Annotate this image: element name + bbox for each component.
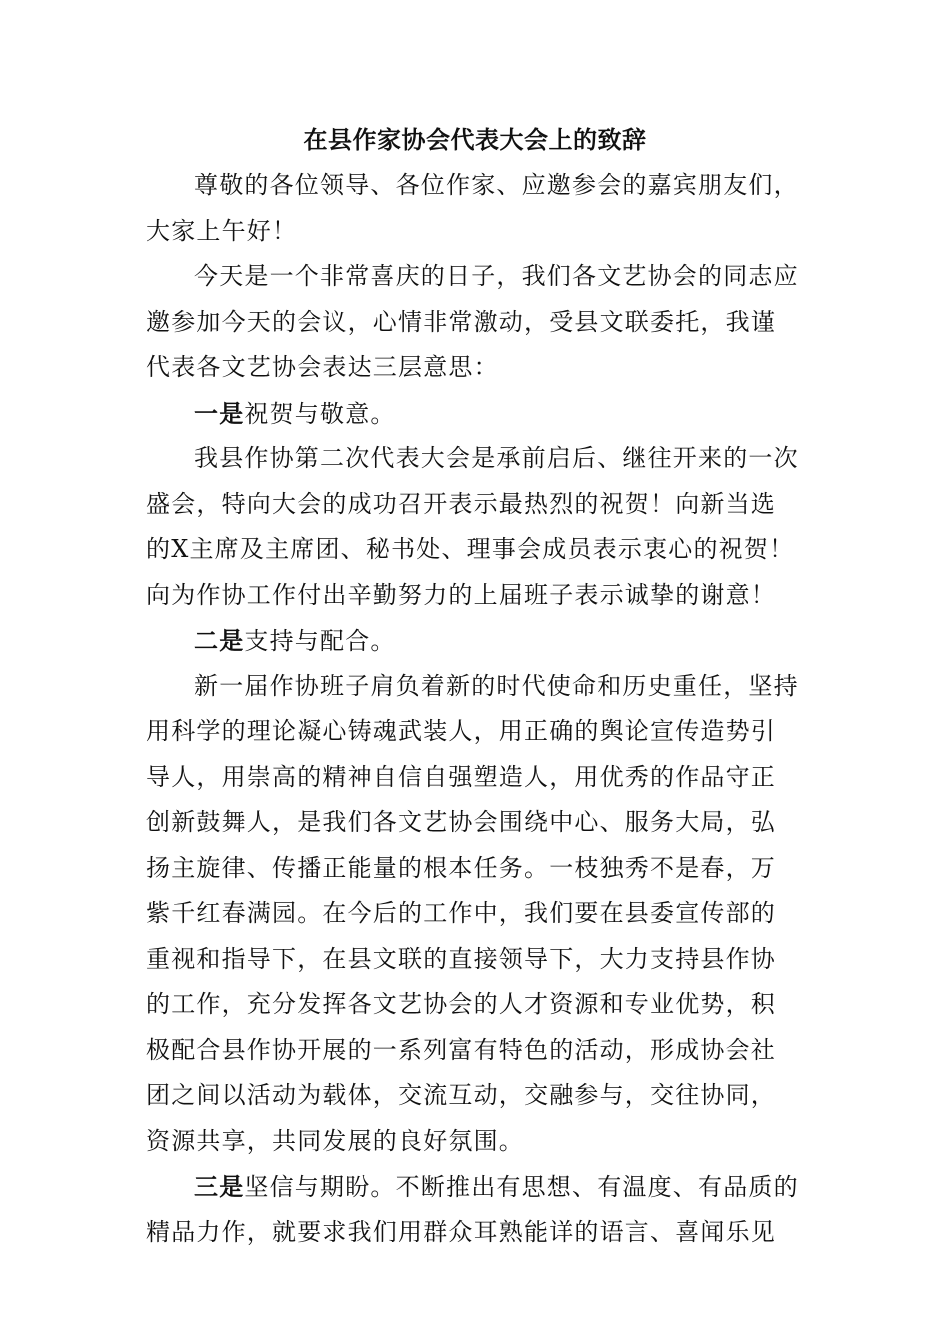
line-text: 极配合县作协开展的一系列富有特色的活动，形成协会社 bbox=[146, 1035, 776, 1064]
line-text: 的工作，充分发挥各文艺协会的人才资源和专业优势，积 bbox=[146, 990, 776, 1018]
line-text: 新一届作协班子肩负着新的时代使命和历史重任，坚持 bbox=[194, 671, 799, 700]
line-text: 精品力作，就要求我们用群众耳熟能详的语言、喜闻乐见 bbox=[146, 1217, 776, 1246]
line-text: 今天是一个非常喜庆的日子，我们各文艺协会的同志应 bbox=[194, 262, 799, 290]
text-line bbox=[146, 618, 806, 664]
text-line bbox=[146, 209, 806, 255]
text-line bbox=[146, 755, 806, 801]
text-line bbox=[146, 573, 806, 619]
line-text: 尊敬的各位领导、各位作家、应邀参会的嘉宾朋友们， bbox=[194, 171, 799, 199]
line-text: 代表各文艺协会表达三层意思： bbox=[146, 353, 499, 381]
line-text: 资源共享，共同发展的良好氛围。 bbox=[146, 1126, 524, 1155]
line-text: 导人，用崇高的精神自信自强塑造人，用优秀的作品守正 bbox=[146, 762, 776, 791]
text-line bbox=[146, 527, 806, 573]
text-line bbox=[146, 345, 806, 391]
text-line bbox=[146, 1028, 806, 1074]
line-text: 向为作协工作付出辛勤努力的上届班子表示诚挚的谢意！ bbox=[146, 580, 776, 609]
line-text: 团之间以活动为载体，交流互动，交融参与，交往协同， bbox=[146, 1081, 776, 1109]
line-text: 支持与配合。 bbox=[244, 627, 396, 655]
section-lead: 二是 bbox=[194, 626, 245, 655]
line-text: 的X主席及主席团、秘书处、理事会成员表示衷心的祝贺！ bbox=[146, 535, 795, 563]
text-line bbox=[146, 709, 806, 755]
section-lead: 三是 bbox=[194, 1172, 245, 1201]
line-text: 盛会，特向大会的成功召开表示最热烈的祝贺！向新当选 bbox=[146, 489, 776, 518]
line-text: 重视和指导下，在县文联的直接领导下，大力支持县作协 bbox=[146, 944, 776, 973]
line-text: 用科学的理论凝心铸魂武装人，用正确的舆论宣传造势引 bbox=[146, 717, 776, 745]
text-line bbox=[146, 982, 806, 1028]
text-line bbox=[146, 254, 806, 300]
text-line bbox=[146, 482, 806, 528]
text-line bbox=[146, 1119, 806, 1165]
text-line bbox=[146, 163, 806, 209]
line-text: 扬主旋律、传播正能量的根本任务。一枝独秀不是春，万 bbox=[146, 853, 776, 882]
text-line bbox=[146, 1164, 806, 1210]
line-text: 坚信与期盼。不断推出有思想、有温度、有品质的 bbox=[244, 1173, 799, 1201]
line-text: 我县作协第二次代表大会是承前启后、继往开来的一次 bbox=[194, 444, 799, 472]
line-text: 祝贺与敬意。 bbox=[244, 399, 396, 428]
text-line bbox=[146, 800, 806, 846]
text-line bbox=[146, 664, 806, 710]
document-body bbox=[146, 163, 806, 1255]
line-text: 大家上午好！ bbox=[146, 216, 298, 245]
text-line bbox=[146, 391, 806, 437]
line-text: 创新鼓舞人，是我们各文艺协会围绕中心、服务大局，弘 bbox=[146, 808, 776, 836]
document-title: 在县作家协会代表大会上的致辞 bbox=[303, 125, 647, 154]
text-line bbox=[146, 846, 806, 892]
line-text: 紫千红春满园。在今后的工作中，我们要在县委宣传部的 bbox=[146, 899, 776, 927]
text-line bbox=[146, 1073, 806, 1119]
text-line bbox=[146, 1210, 806, 1256]
text-line bbox=[146, 891, 806, 937]
text-line bbox=[146, 436, 806, 482]
text-line bbox=[146, 300, 806, 346]
text-line bbox=[146, 937, 806, 983]
section-lead: 一是 bbox=[194, 398, 245, 428]
line-text: 邀参加今天的会议，心情非常激动，受县文联委托，我谨 bbox=[146, 307, 776, 336]
